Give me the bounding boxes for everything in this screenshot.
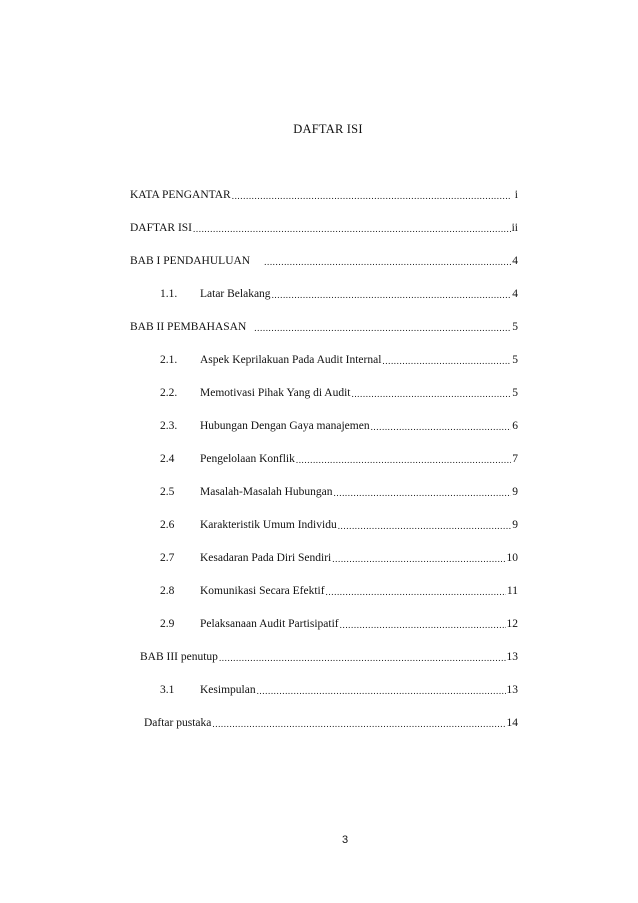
toc-entry-number: 2.8 [160,585,175,597]
dot-leader [257,683,506,697]
dot-leader [371,419,511,433]
toc-entry-kata-pengantar[interactable] [130,184,518,202]
toc-entry-2-8[interactable] [160,580,518,598]
toc-entry-label: BAB II PEMBAHASAN [130,321,247,333]
toc-entry-page: 4 [512,288,518,300]
toc-entry-page: 14 [506,717,518,729]
dot-leader [382,353,511,367]
dot-leader [332,551,505,565]
dot-leader [338,518,511,532]
toc-entry-label: Daftar pustaka [144,717,212,729]
toc-entry-number: 2.4 [160,453,175,465]
toc-entry-label: DAFTAR ISI [130,222,193,234]
toc-entry-number: 2.5 [160,486,175,498]
toc-entry-label: KATA PENGANTAR [130,189,231,201]
toc-entry-label: Aspek Keprilakuan Pada Audit Internal [200,354,382,366]
toc-entry-number: 2.9 [160,618,175,630]
dot-leader [212,716,505,730]
toc-entry-2-2[interactable] [160,382,518,400]
toc-entry-number: 1.1. [160,288,178,300]
dot-leader [272,287,511,301]
toc-entry-2-6[interactable] [160,514,518,532]
toc-entry-page: 7 [512,453,518,465]
toc-entry-number: 2.6 [160,519,175,531]
toc-entry-page: 10 [506,552,518,564]
toc-entry-number: 2.2. [160,387,178,399]
toc-entry-label: BAB I PENDAHULUAN [130,255,251,267]
toc-entry-2-9[interactable] [160,613,518,631]
toc-entry-number: 2.3. [160,420,178,432]
toc-entry-label: Kesimpulan [200,684,256,696]
toc-entry-label: Memotivasi Pihak Yang di Audit [200,387,351,399]
page-number: 3 [341,834,349,846]
toc-entry-2-3[interactable] [160,415,518,433]
dot-leader [232,188,511,202]
dot-leader [326,584,506,598]
toc-entry-label: Karakteristik Umum Individu [200,519,337,531]
toc-entry-page: 5 [512,321,518,333]
toc-entry-label: Pengelolaan Konflik [200,453,295,465]
toc-entry-page: i [514,189,518,201]
toc-entry-bab-ii[interactable] [130,316,518,334]
toc-entry-label: Hubungan Dengan Gaya manajemen [200,420,370,432]
toc-entry-page: 13 [506,684,518,696]
toc-entry-page: 5 [512,387,518,399]
toc-entry-3-1[interactable] [160,679,518,697]
toc-entry-page: 9 [512,486,518,498]
toc-entry-1-1[interactable] [160,283,518,301]
toc-entry-label: Komunikasi Secara Efektif [200,585,325,597]
toc-entry-bab-iii[interactable] [140,646,518,664]
dot-leader [219,650,506,664]
page-title: DAFTAR ISI [293,122,363,136]
toc-entry-label: Kesadaran Pada Diri Sendiri [200,552,332,564]
toc-entry-2-4[interactable] [160,448,518,466]
toc-entry-number: 2.1. [160,354,178,366]
toc-entry-number: 2.7 [160,552,175,564]
toc-entry-page: 12 [506,618,518,630]
dot-leader [193,221,511,235]
toc-entry-page: ii [511,222,518,234]
toc-entry-daftar-isi[interactable] [130,217,518,235]
toc-entry-bab-i[interactable] [130,250,518,268]
toc-entry-page: 6 [512,420,518,432]
toc-entry-page: 5 [512,354,518,366]
dot-leader [296,452,511,466]
dot-leader [351,386,511,400]
toc-entry-2-1[interactable] [160,349,518,367]
toc-entry-label: Pelaksanaan Audit Partisipatif [200,618,339,630]
dot-leader [264,254,511,268]
toc-entry-label: Latar Belakang [200,288,271,300]
dot-leader [340,617,506,631]
toc-entry-page: 11 [506,585,518,597]
toc-entry-page: 9 [512,519,518,531]
toc-entry-2-5[interactable] [160,481,518,499]
toc-entry-page: 13 [506,651,518,663]
dot-leader [254,320,511,334]
toc-entry-number: 3.1 [160,684,175,696]
toc-entry-page: 4 [512,255,518,267]
toc-entry-label: BAB III penutup [140,651,218,663]
toc-entry-label: Masalah-Masalah Hubungan [200,486,333,498]
dot-leader [334,485,511,499]
toc-entry-daftar-pustaka[interactable] [144,712,518,730]
toc-entry-2-7[interactable] [160,547,518,565]
